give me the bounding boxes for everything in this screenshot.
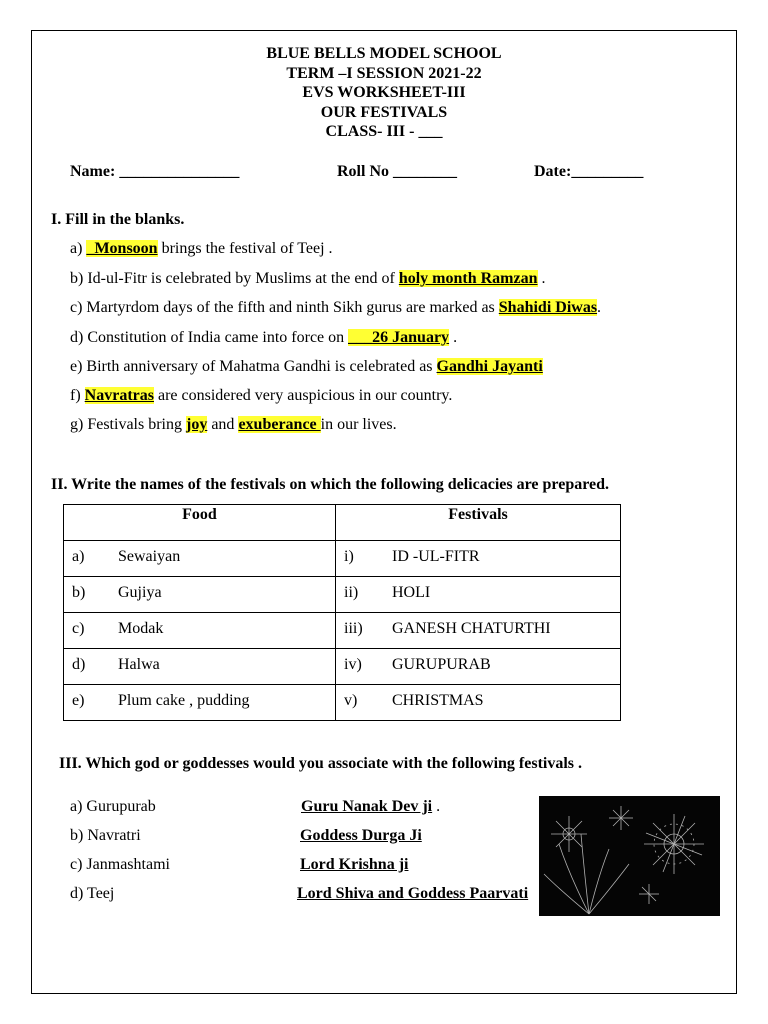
blank-e-text: e) Birth anniversary of Mahatma Gandhi is celebrated as xyxy=(70,358,437,375)
blank-d-text: d) Constitution of India came into force on xyxy=(70,329,349,346)
table-row xyxy=(64,577,621,613)
blank-f-rest: are considered very auspicious in our country. xyxy=(153,387,453,404)
festival-index: iv) xyxy=(344,656,362,673)
god-question-c: c) Janmashtami xyxy=(70,856,170,873)
god-answer-b-text: Goddess Durga Ji xyxy=(300,827,422,844)
food-cell xyxy=(64,577,336,613)
blank-c xyxy=(70,299,601,317)
festival-index: v) xyxy=(344,692,358,709)
table-row xyxy=(64,541,621,577)
food-index: e) xyxy=(72,692,85,709)
festival-name: CHRISTMAS xyxy=(392,692,484,709)
food-name: Gujiya xyxy=(118,584,162,601)
table-header-row xyxy=(64,505,621,541)
festival-cell xyxy=(336,685,621,721)
blank-g-text: g) Festivals bring xyxy=(70,416,186,433)
god-answer-c-text: Lord Krishna ji xyxy=(300,856,409,873)
blank-d xyxy=(70,329,457,347)
blank-f-answer: Navratras xyxy=(84,387,154,404)
section3-title: III. Which god or goddesses would you associate with the following festivals . xyxy=(59,755,583,772)
topic-title: OUR FESTIVALS xyxy=(320,103,448,121)
food-index: c) xyxy=(72,620,85,637)
festival-cell xyxy=(336,577,621,613)
god-answer-b xyxy=(300,827,422,845)
date-field: Date:_________ xyxy=(534,163,644,180)
blank-g xyxy=(70,416,397,434)
food-cell xyxy=(64,541,336,577)
food-name: Sewaiyan xyxy=(118,548,181,565)
festival-name: HOLI xyxy=(392,584,431,601)
food-index: a) xyxy=(72,548,85,565)
food-index: b) xyxy=(72,584,86,601)
worksheet-title: EVS WORKSHEET-III xyxy=(302,84,466,101)
school-name: BLUE BELLS MODEL SCHOOL xyxy=(266,45,502,62)
blank-d-rest: . xyxy=(449,329,458,346)
class-label: CLASS- III - ___ xyxy=(325,123,443,140)
blank-a-text: a) xyxy=(70,240,87,257)
god-question-a: a) Gurupurab xyxy=(70,798,156,815)
blank-a-answer: _Monsoon xyxy=(86,240,158,257)
blank-g-mid: and xyxy=(207,416,239,433)
festival-cell xyxy=(336,649,621,685)
festival-name: ID -UL-FITR xyxy=(392,548,480,565)
festival-name: GURUPURAB xyxy=(392,656,491,673)
food-name: Modak xyxy=(118,620,164,637)
god-question-d: d) Teej xyxy=(70,885,115,902)
fireworks-icon xyxy=(539,796,720,916)
blank-a-rest: brings the festival of Teej . xyxy=(157,240,333,257)
blank-g-answer-2: exuberance xyxy=(238,416,321,433)
table-row xyxy=(64,649,621,685)
section1-title: I. Fill in the blanks. xyxy=(51,211,185,228)
blank-f xyxy=(70,387,452,405)
food-cell xyxy=(64,685,336,721)
blank-c-answer: Shahidi Diwas xyxy=(498,299,598,316)
blank-e xyxy=(70,358,543,376)
festival-cell xyxy=(336,613,621,649)
god-answer-d xyxy=(297,885,528,903)
name-field: Name: _______________ xyxy=(70,163,240,180)
table-row xyxy=(64,685,621,721)
festival-cell xyxy=(336,541,621,577)
worksheet-header xyxy=(0,44,768,142)
term-session: TERM –I SESSION 2021-22 xyxy=(286,64,482,82)
food-name: Plum cake , pudding xyxy=(118,692,250,709)
god-answer-a xyxy=(301,798,440,816)
blank-b-rest: . xyxy=(537,270,546,287)
blank-g-rest: in our lives. xyxy=(320,416,397,433)
festival-name: GANESH CHATURTHI xyxy=(392,620,551,637)
blank-a xyxy=(70,240,333,258)
blank-g-answer-1: joy xyxy=(186,416,208,433)
festival-index: i) xyxy=(344,548,354,565)
blank-b-text: b) Id-ul-Fitr is celebrated by Muslims at the end of xyxy=(70,270,399,287)
section2-title: II. Write the names of the festivals on which the following delicacies are prepared. xyxy=(51,476,610,493)
blank-b-answer: holy month Ramzan xyxy=(398,270,538,287)
food-column-header: Food xyxy=(64,505,336,541)
table-row xyxy=(64,613,621,649)
food-festival-table xyxy=(63,504,621,721)
blank-c-text: c) Martyrdom days of the fifth and ninth Sikh gurus are marked as xyxy=(70,299,499,316)
god-answer-d-text: Lord Shiva and Goddess Paarvati xyxy=(297,885,529,902)
blank-f-text: f) xyxy=(70,387,85,404)
god-answer-c xyxy=(300,856,408,874)
god-answer-a-rest: . xyxy=(432,798,441,815)
food-cell xyxy=(64,649,336,685)
food-name: Halwa xyxy=(118,656,160,673)
blank-b xyxy=(70,270,546,288)
food-cell xyxy=(64,613,336,649)
festival-index: iii) xyxy=(344,620,363,637)
roll-field: Roll No ________ xyxy=(337,163,457,180)
blank-d-answer: ___26 January xyxy=(348,329,450,346)
festival-index: ii) xyxy=(344,584,359,601)
god-answer-a-text: Guru Nanak Dev ji xyxy=(301,798,433,815)
festivals-column-header: Festivals xyxy=(336,505,621,541)
blank-c-rest: . xyxy=(597,299,602,316)
god-question-b: b) Navratri xyxy=(70,827,141,844)
fireworks-image xyxy=(539,796,720,916)
food-index: d) xyxy=(72,656,86,673)
blank-e-answer: Gandhi Jayanti xyxy=(436,358,543,375)
